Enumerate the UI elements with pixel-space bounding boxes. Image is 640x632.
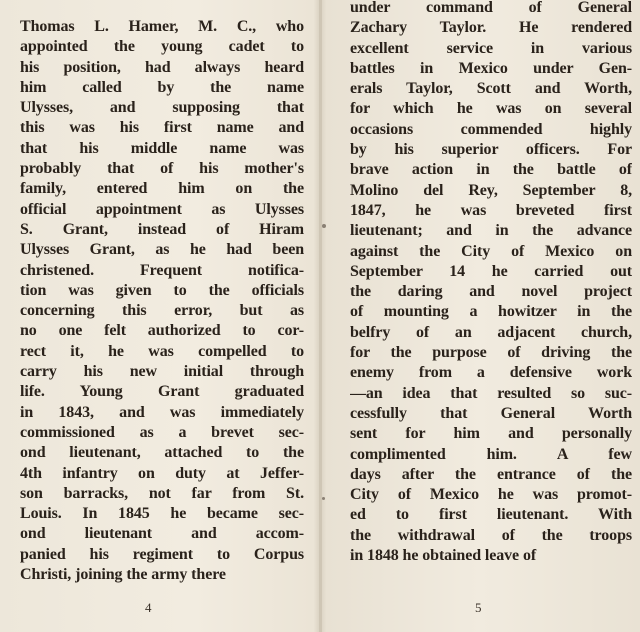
text-line: Christi, joining the army there [20, 566, 226, 584]
text-line: this was his first name and [20, 119, 304, 137]
text-line: against the City of Mexico on [350, 242, 632, 260]
text-line: official appointment as Ulysses [20, 200, 304, 218]
text-line: appointed the young cadet to [20, 38, 304, 56]
text-line: panied his regiment to Corpus [20, 545, 304, 563]
text-line: Ulysses Grant, as he had been [20, 241, 304, 259]
text-line: probably that of his mother's [20, 160, 304, 178]
ink-speck [322, 497, 325, 500]
text-line: him called by the name [20, 78, 304, 96]
text-line: complimented him. A few [350, 445, 632, 463]
text-line: 4th infantry on duty at Jeffer- [20, 464, 304, 482]
text-line: christened. Frequent notifica- [20, 261, 304, 279]
text-line: in 1848 he obtained leave of [350, 547, 537, 565]
text-line: that his middle name was [20, 139, 304, 157]
text-line: no one felt authorized to cor- [20, 322, 304, 340]
text-line: lieutenant; and in the advance [350, 222, 632, 240]
text-line: the withdrawal of the troops [350, 526, 632, 544]
text-line: of mounting a howitzer in the [350, 303, 632, 321]
text-line: for the purpose of driving the [350, 344, 632, 362]
text-line: son barracks, not far from St. [20, 484, 304, 502]
text-line: his position, had always heard [20, 58, 304, 76]
text-line: for which he was on several [350, 100, 632, 118]
text-line: concerning this error, but as [20, 302, 304, 320]
left-page [0, 0, 319, 632]
text-line: erals Taylor, Scott and Worth, [350, 80, 632, 98]
text-line: Thomas L. Hamer, M. C., who [20, 18, 304, 35]
text-line: —an idea that resulted so suc- [350, 384, 632, 402]
text-line: in 1843, and was immediately [20, 403, 304, 421]
text-line: Molino del Rey, September 8, [350, 181, 632, 199]
text-line: days after the entrance of the [350, 465, 632, 483]
text-line: the daring and novel project [350, 283, 632, 301]
text-line: carry his new initial through [20, 363, 304, 381]
left-page-text [20, 17, 304, 585]
page-number: 4 [145, 600, 152, 615]
right-page [322, 0, 640, 632]
text-line: commissioned as a brevet sec- [20, 423, 304, 441]
ink-speck [322, 224, 326, 228]
text-line: sent for him and personally [350, 425, 632, 443]
text-line: Ulysses, and supposing that [20, 99, 304, 117]
text-line: City of Mexico he was promot- [350, 486, 632, 504]
text-line: life. Young Grant graduated [20, 383, 304, 401]
text-line: under command of General [350, 0, 632, 16]
text-line: brave action in the battle of [350, 161, 632, 179]
text-line: rect it, he was compelled to [20, 342, 304, 360]
text-line: battles in Mexico under Gen- [350, 59, 632, 77]
text-line: ed to first lieutenant. With [350, 506, 632, 524]
text-line: ond lieutenant and accom- [20, 525, 304, 543]
text-line: Zachary Taylor. He rendered [350, 19, 632, 37]
text-line: September 14 he carried out [350, 262, 632, 280]
text-line: occasions commended highly [350, 120, 632, 138]
text-line: enemy from a defensive work [350, 364, 632, 382]
text-line: excellent service in various [350, 39, 632, 57]
text-line: family, entered him on the [20, 180, 304, 198]
text-line: by his superior officers. For [350, 141, 632, 159]
text-line: cessfully that General Worth [350, 404, 632, 422]
text-line: Louis. In 1845 he became sec- [20, 505, 304, 523]
text-line: 1847, he was breveted first [350, 201, 632, 219]
text-line: belfry of an adjacent church, [350, 323, 632, 341]
text-line: S. Grant, instead of Hiram [20, 220, 304, 238]
page-number: 5 [475, 600, 482, 615]
text-line: ond lieutenant, attached to the [20, 444, 304, 462]
text-line: tion was given to the officials [20, 281, 304, 299]
right-page-text [350, 0, 632, 566]
